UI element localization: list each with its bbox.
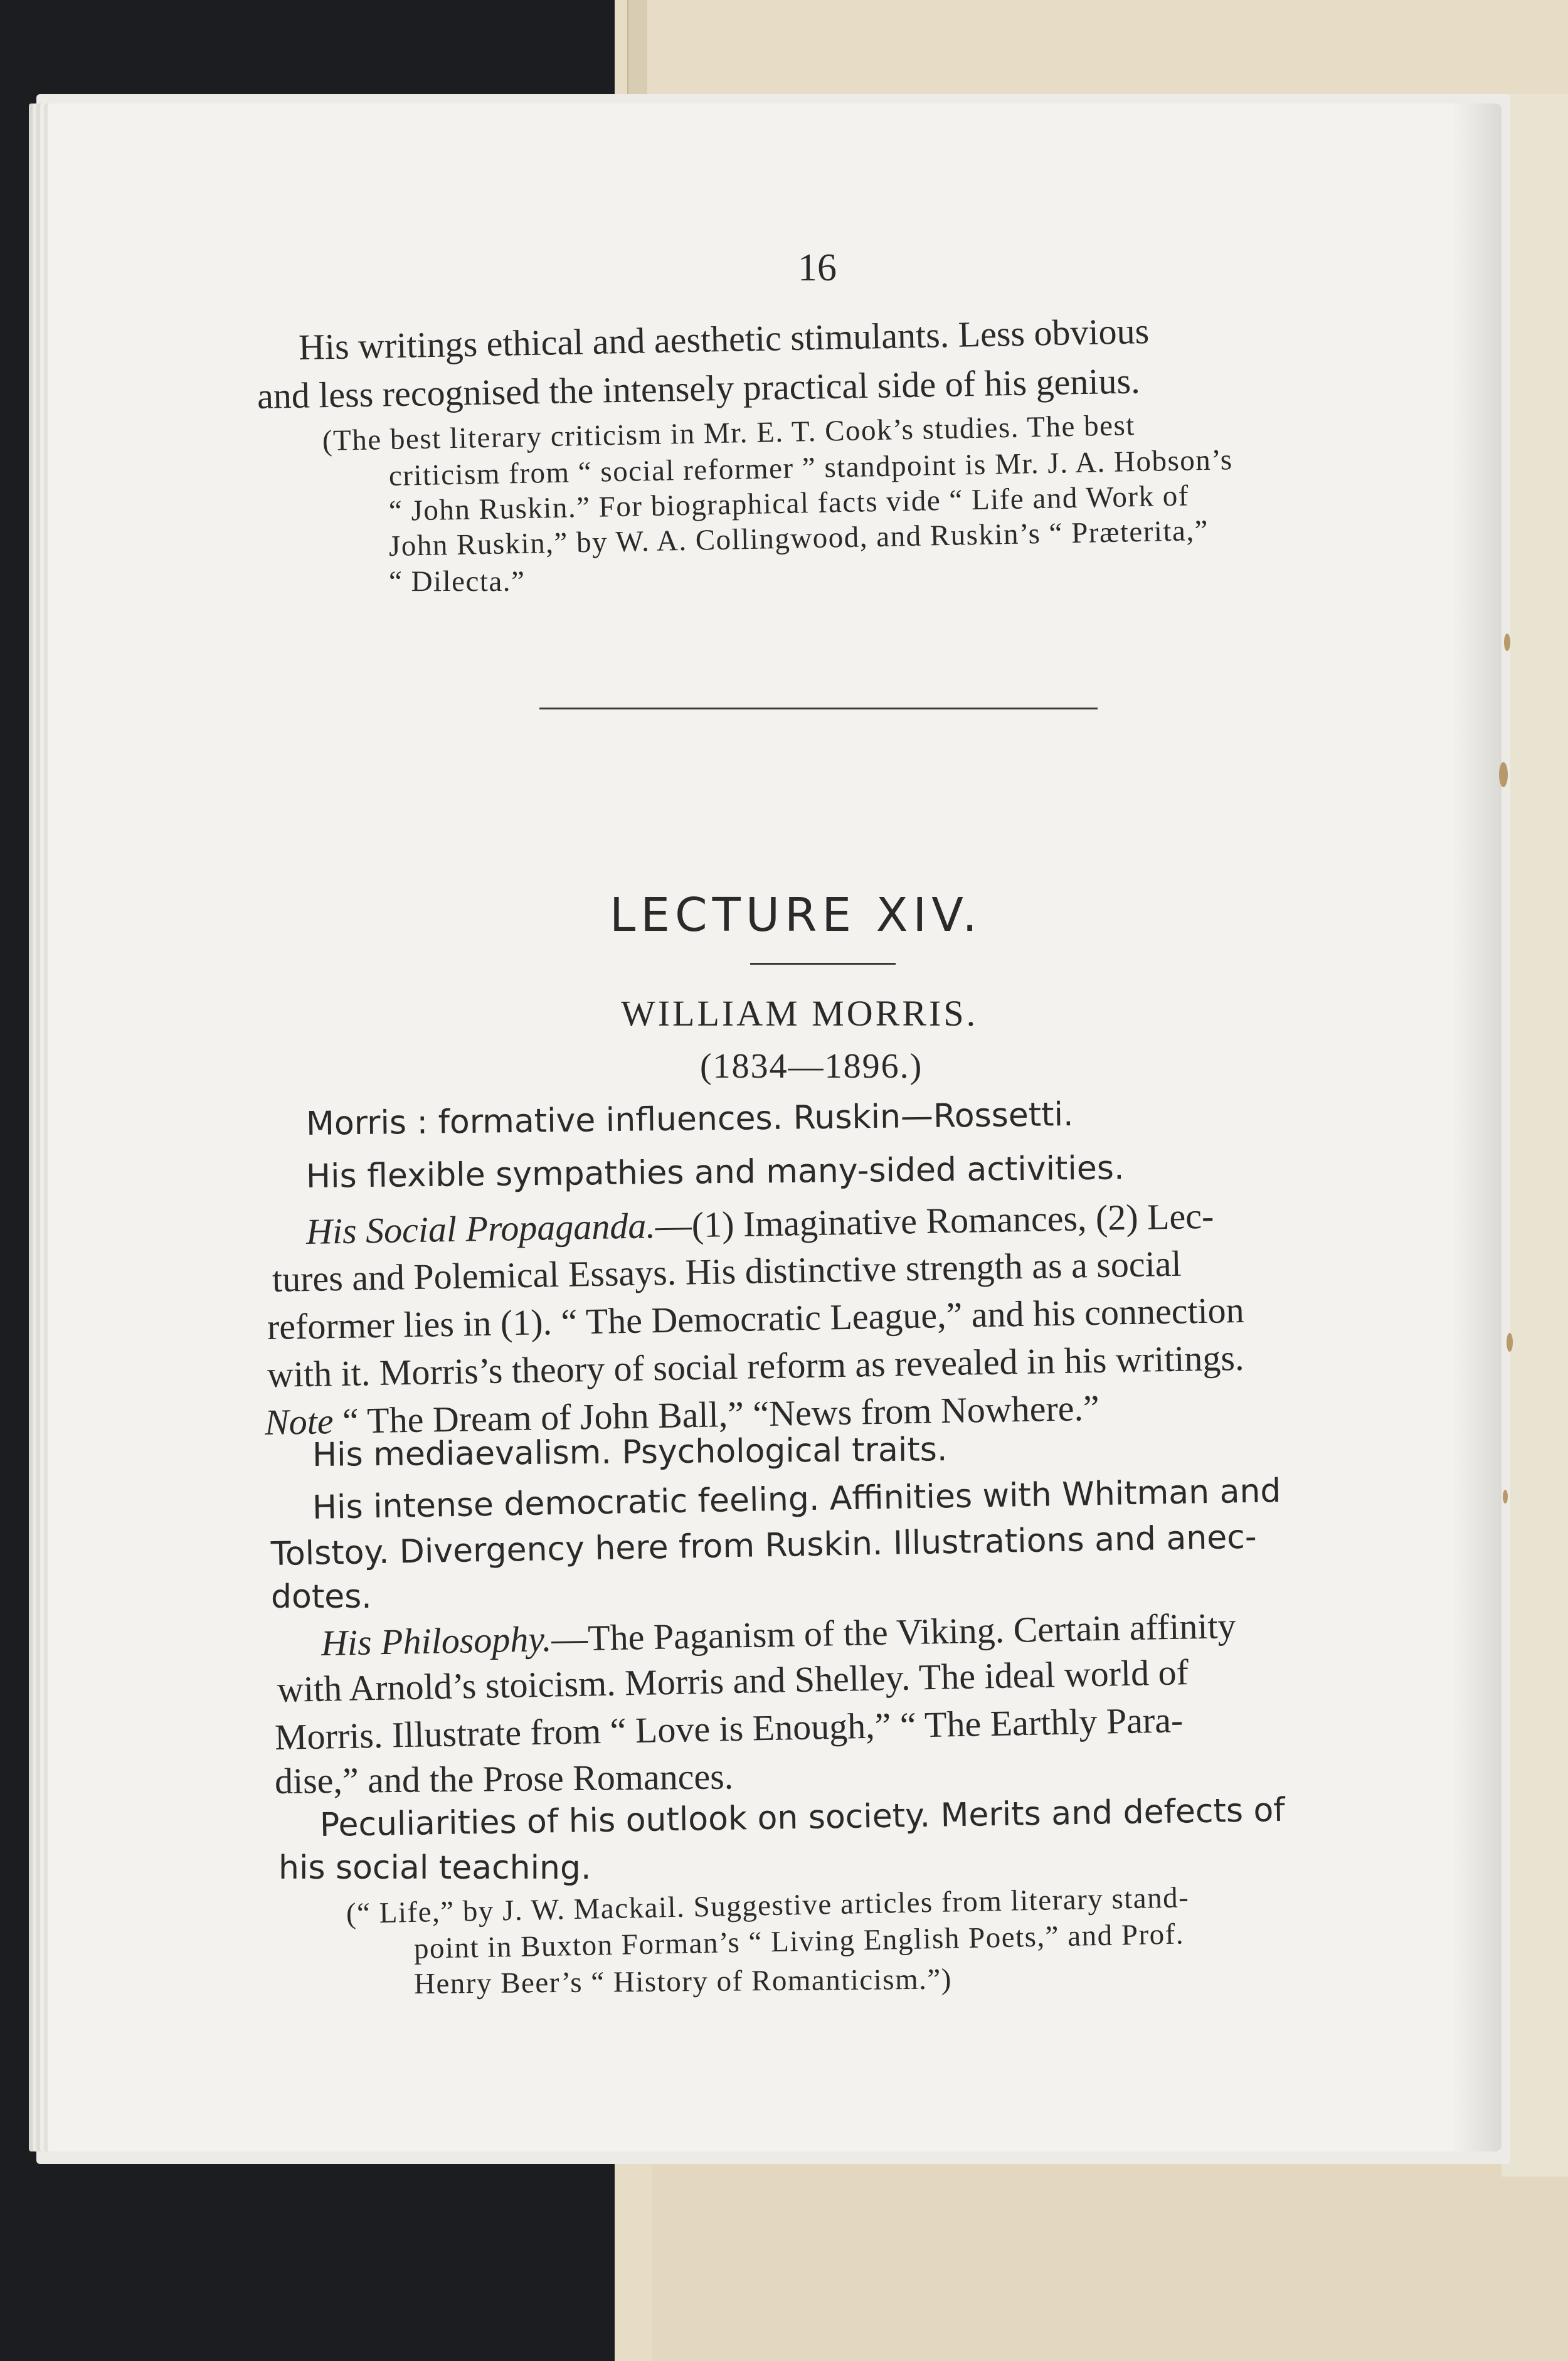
paragraph-democratic-line-2: Tolstoy. Divergency here from Ruskin. Illustrations and anec-: [270, 1518, 1258, 1573]
intro-note-line-3: “ John Ruskin.” For biographical facts vide “ Life and Work of: [388, 479, 1190, 528]
propaganda-text: —(1) Imaginative Romances, (2) Lec-: [655, 1195, 1214, 1246]
intro-line-2: and less recognised the intensely practical side of his genius.: [257, 360, 1141, 416]
section-divider: [539, 708, 1098, 709]
paragraph-philosophy-line-2: with Arnold’s stoicism. Morris and Shelley. The ideal world of: [277, 1652, 1189, 1710]
lecture-dates: (1834—1896.): [700, 1047, 923, 1086]
paragraph-propaganda-line-4: with it. Morris’s theory of social reform as revealed in his writings.: [267, 1337, 1244, 1395]
paragraph-formative: Morris : formative influences. Ruskin—Rossetti.: [305, 1096, 1074, 1143]
paragraph-philosophy-line-4: dise,” and the Prose Romances.: [274, 1756, 734, 1801]
closing-note-line-2: point in Buxton Forman’s “ Living English Poets,” and Prof.: [413, 1918, 1185, 1965]
closing-note-line-1: (“ Life,” by J. W. Mackail. Suggestive articles from literary stand-: [346, 1881, 1190, 1930]
intro-note-line-4: John Ruskin,” by W. A. Collingwood, and Ruskin’s “ Præterita,”: [388, 514, 1209, 563]
paragraph-sympathies: His flexible sympathies and many-sided activities.: [305, 1149, 1125, 1196]
page-number: 16: [798, 247, 837, 289]
intro-note-line-5: “ Dilecta.”: [389, 565, 526, 598]
paragraph-propaganda-line-2: tures and Polemical Essays. His distinctive strength as a social: [272, 1243, 1182, 1300]
paragraph-philosophy-line-3: Morris. Illustrate from “ Love is Enough,” “ The Earthly Para-: [274, 1699, 1184, 1758]
paragraph-mediaevalism: His mediaevalism. Psychological traits.: [312, 1431, 948, 1474]
intro-line-1: His writings ethical and aesthetic stimulants. Less obvious: [298, 310, 1150, 368]
title-underline: [750, 963, 896, 965]
closing-note-line-3: Henry Beer’s “ History of Romanticism.”): [413, 1963, 953, 2000]
intro-note-line-2: criticism from “ social reformer ” standpoint is Mr. J. A. Hobson’s: [388, 443, 1234, 492]
paragraph-outlook-line-1: Peculiarities of his outlook on society. Merits and defects of: [319, 1791, 1286, 1844]
intro-note-line-1: (The best literary criticism in Mr. E. T. Cook’s studies. The best: [322, 409, 1136, 457]
paragraph-outlook-line-2: his social teaching.: [278, 1849, 591, 1887]
paragraph-democratic-line-1: His intense democratic feeling. Affinities with Whitman and: [312, 1472, 1281, 1527]
note-label: Note: [264, 1401, 334, 1443]
paragraph-propaganda-line-3: reformer lies in (1). “ The Democratic League,” and his connection: [267, 1289, 1245, 1347]
note-text: “ The Dream of John Ball,” “News from Nowhere.”: [332, 1387, 1100, 1442]
propaganda-heading: His Social Propaganda.: [305, 1205, 656, 1252]
philosophy-heading: His Philosophy.: [320, 1618, 552, 1663]
paragraph-democratic-line-3: dotes.: [271, 1578, 372, 1616]
philosophy-text: —The Paganism of the Viking. Certain affinity: [551, 1605, 1237, 1659]
lecture-subject: WILLIAM MORRIS.: [621, 993, 978, 1034]
lecture-title: LECTURE XIV.: [610, 888, 982, 942]
